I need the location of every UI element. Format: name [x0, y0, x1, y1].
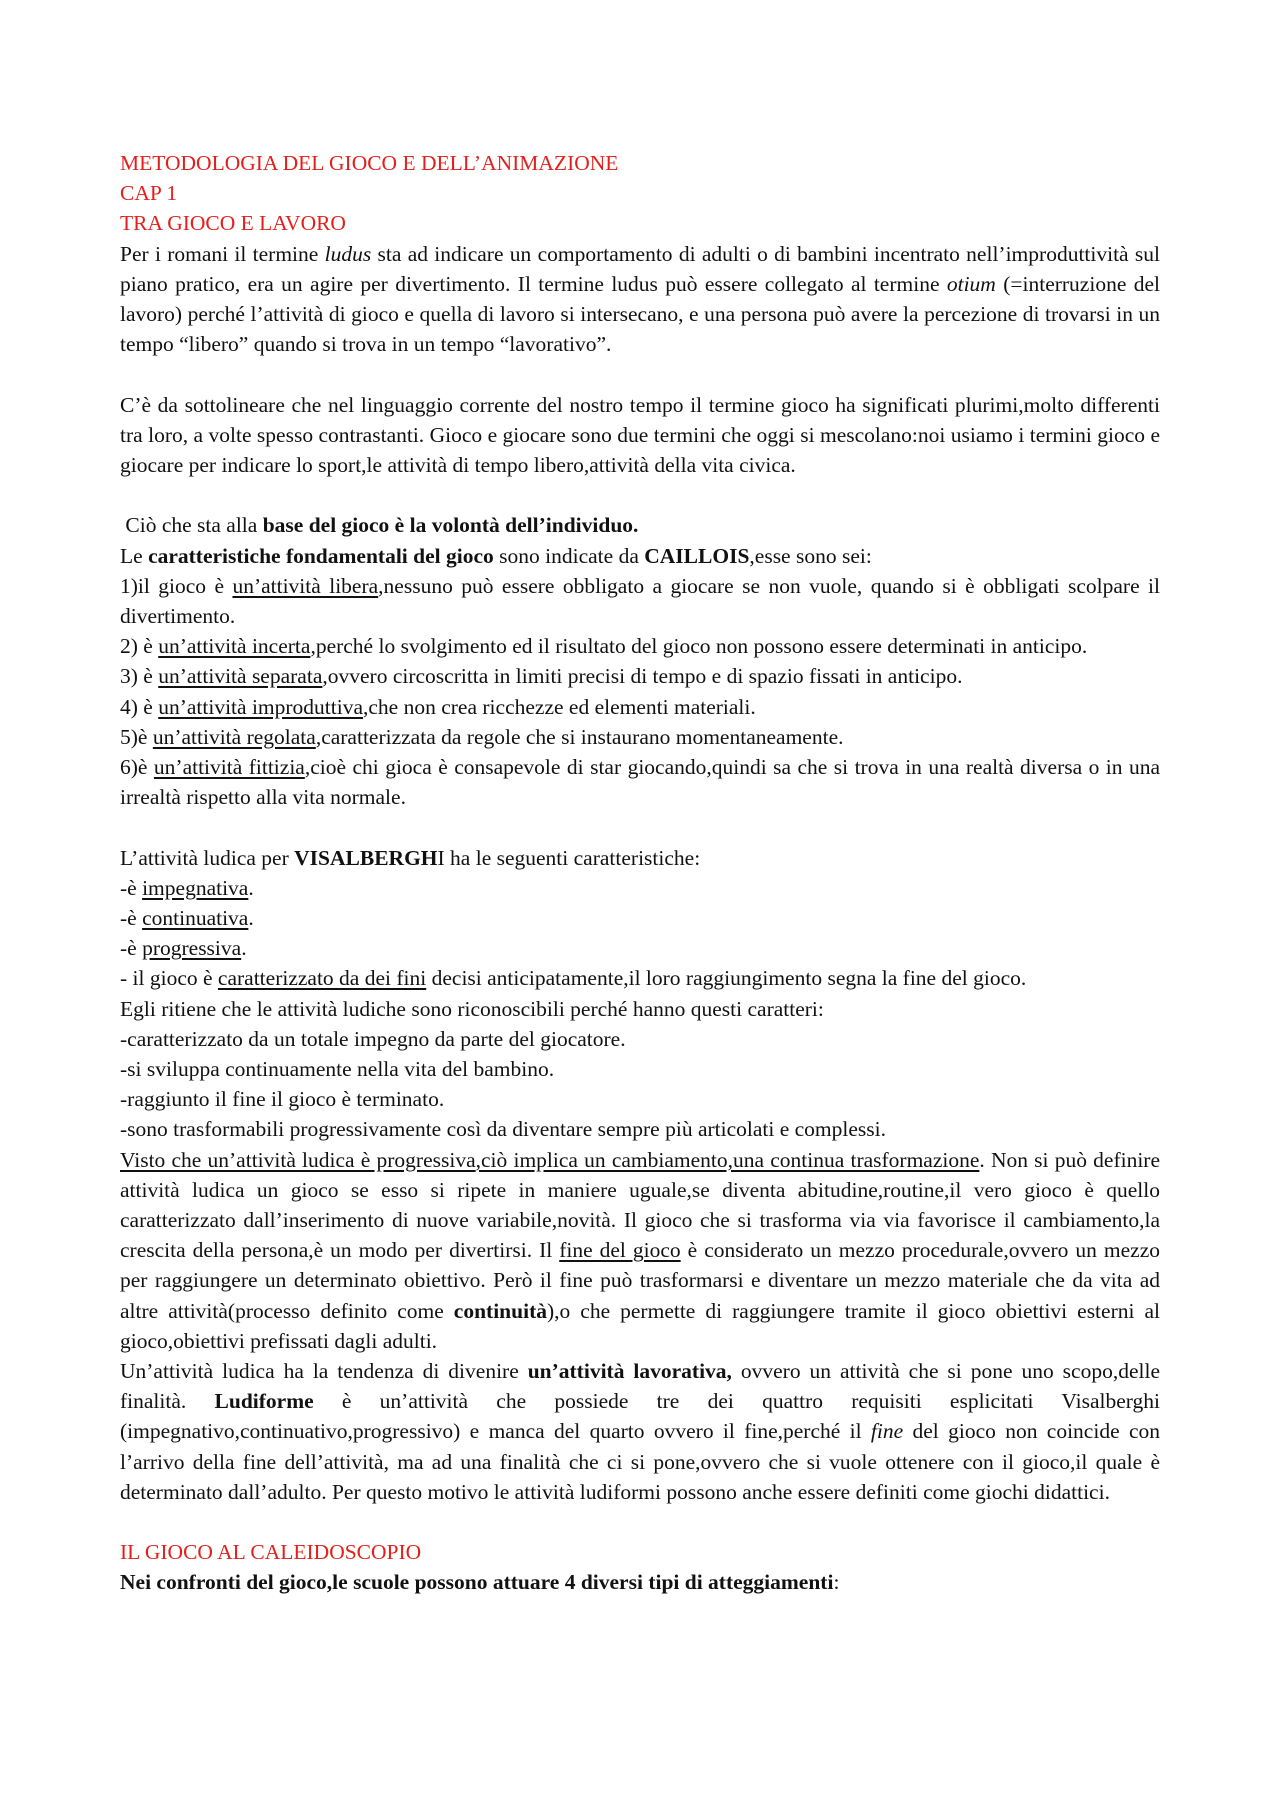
caillois-item: 1)il gioco è un’attività libera,nessuno può essere obbligato a giocare se non vuole, quando si è obbligati scolpare il divertimento. [120, 573, 1160, 629]
paragraph-visalberghi-intro: L’attività ludica per VISALBERGHI ha le seguenti caratteristiche: [120, 845, 701, 870]
chapter-heading: CAP 1 [120, 181, 178, 206]
blank-line [120, 812, 1160, 842]
caratteri-item: -caratterizzato da un totale impegno da parte del giocatore. [120, 1026, 626, 1051]
paragraph-atteggiamenti: Nei confronti del gioco,le scuole possono attuare 4 diversi tipi di atteggiamenti: [120, 1570, 840, 1595]
term-ludus: ludus [324, 241, 372, 266]
paragraph-progressiva: Visto che un’attività ludica è progressiva,ciò implica un cambiamento,una continua trasformazione. Non si può definire attività ludica un gioco se esso si ripete in maniere uguale,se diventa abitudine,routine,il vero gioco è quello caratterizzato dall’inserimento di nuove variabile,novità. Il gioco che si trasforma via via favorisce il cambiamento,la crescita della persona,è un modo per divertirsi. Il fine del gioco è considerato un mezzo procedurale,ovvero un mezzo per raggiungere un determinato obiettivo. Però il fine può trasformarsi e diventare un mezzo materiale che da vita ad altre attività(processo definito come continuità),o che permette di raggiungere tramite il gioco obiettivi esterni al gioco,obiettivi prefissati dagli adulti. [120, 1147, 1161, 1353]
paragraph-caillois-intro: Le caratteristiche fondamentali del gioco sono indicate da CAILLOIS,esse sono sei: [120, 543, 872, 568]
blank-line [120, 480, 1160, 510]
term-otium: otium [946, 271, 996, 296]
paragraph-volonta: Ciò che sta alla base del gioco è la volontà dell’individuo. [120, 513, 639, 538]
document-title: METODOLOGIA DEL GIOCO E DELL’ANIMAZIONE [120, 151, 619, 175]
visalberghi-item: - il gioco è caratterizzato da dei fini decisi anticipatamente,il loro raggiungimento segna la fine del gioco. [120, 966, 1027, 991]
visalberghi-item: -è continuativa. [120, 906, 254, 931]
caillois-item: 6)è un’attività fittizia,cioè chi gioca è consapevole di star giocando,quindi sa che si trova in una realtà diversa o in una irrealtà rispetto alla vita normale. [120, 755, 1161, 810]
paragraph-ludiforme: Un’attività ludica ha la tendenza di divenire un’attività lavorativa, ovvero un attività che si pone uno scopo,delle finalità. Ludiforme è un’attività che possiede tre dei quattro requisiti esplicitati Visalberghi (impegnativo,continuativo,progressivo) e manca del quarto ovvero il fine,perché il fine del gioco non coincide con l’arrivo della fine dell’attività, ma ad una finalità che ci si pone,ovvero che si vuole ottenere con il gioco,il quale è determinato dall’adulto. Per questo motivo le attività ludiformi possono anche essere definiti come giochi didattici. [120, 1359, 1160, 1504]
document-page [120, 148, 1160, 1598]
visalberghi-item: -è progressiva. [120, 936, 247, 961]
caillois-item: 4) è un’attività improduttiva,che non crea ricchezze ed elementi materiali. [120, 694, 756, 719]
section-heading-caleidoscopio: IL GIOCO AL CALEIDOSCOPIO [120, 1540, 422, 1565]
caratteri-item: -sono trasformabili progressivamente così da diventare sempre più articolati e complessi. [120, 1117, 887, 1142]
paragraph-linguaggio: C’è da sottolineare che nel linguaggio corrente del nostro tempo il termine gioco ha significati plurimi,molto differenti tra loro, a volte spesso contrastanti. Gioco e giocare sono due termini che oggi si mescolano:noi usiamo i termini gioco e giocare per indicare lo sport,le attività di tempo libero,attività della vita civica. [120, 392, 1160, 478]
visalberghi-item: -è impegnativa. [120, 875, 254, 900]
blank-line [120, 359, 1160, 389]
caillois-item: 5)è un’attività regolata,caratterizzata da regole che si instaurano momentaneamente. [120, 724, 844, 749]
section-heading: TRA GIOCO E LAVORO [120, 211, 346, 236]
paragraph-caratteri-intro: Egli ritiene che le attività ludiche sono riconoscibili perché hanno questi caratteri: [120, 996, 824, 1021]
caillois-item: 3) è un’attività separata,ovvero circoscritta in limiti precisi di tempo e di spazio fissati in anticipo. [120, 664, 963, 689]
caratteri-item: -si sviluppa continuamente nella vita del bambino. [120, 1057, 555, 1082]
caratteri-item: -raggiunto il fine il gioco è terminato. [120, 1087, 445, 1112]
caillois-item: 2) è un’attività incerta,perché lo svolgimento ed il risultato del gioco non possono essere determinati in anticipo. [120, 634, 1088, 659]
paragraph-ludus: Per i romani il termine ludus sta ad indicare un comportamento di adulti o di bambini incentrato nell’improduttività sul piano pratico, era un agire per divertimento. Il termine ludus può essere collegato al termine otium (=interruzione del lavoro) perché l’attività di gioco e quella di lavoro si intersecano, e una persona può avere la percezione di trovarsi in un tempo “libero” quando si trova in un tempo “lavorativo”. [120, 241, 1160, 357]
blank-line [120, 1507, 1160, 1537]
